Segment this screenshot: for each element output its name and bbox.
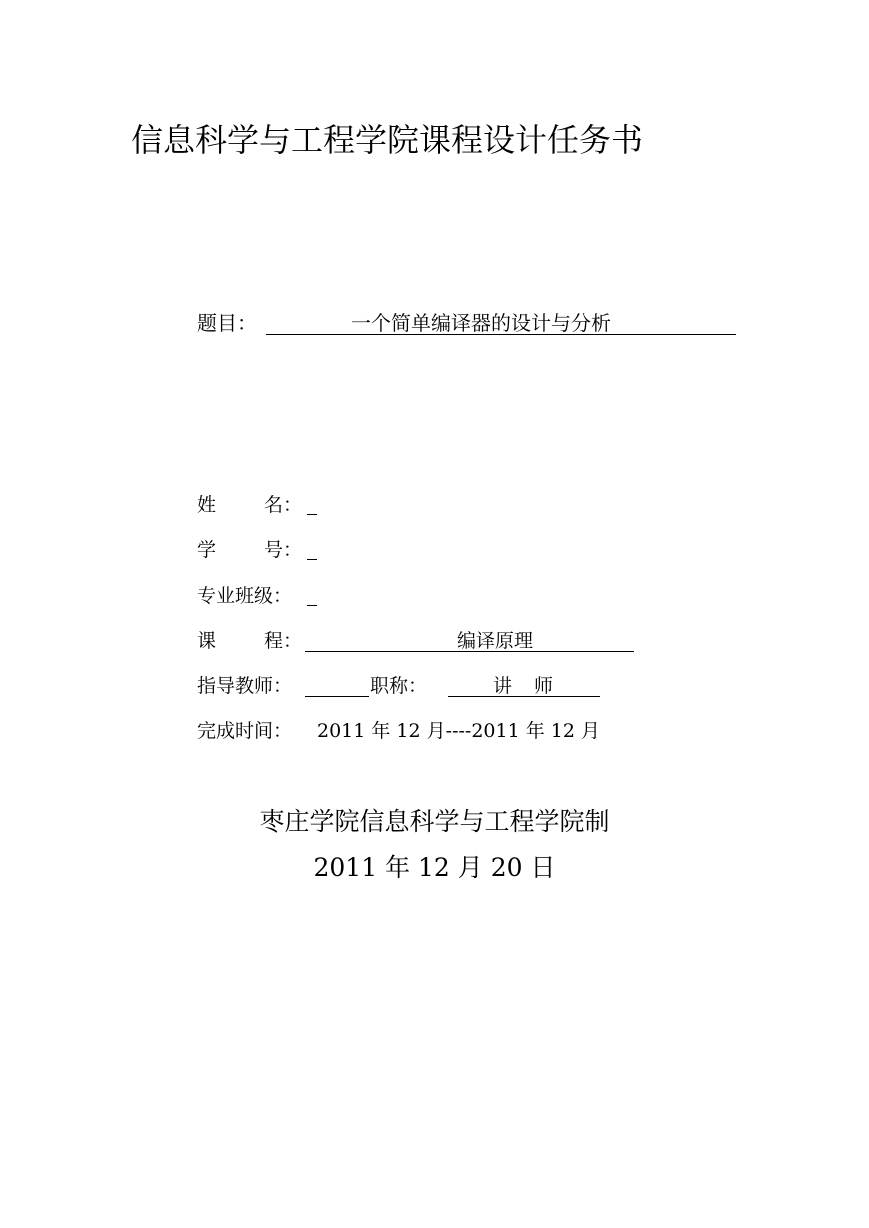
- name-label: [197, 492, 302, 518]
- institution-footer: 枣庄学院信息科学与工程学院制: [259, 807, 610, 836]
- topic-value: 一个简单编译器的设计与分析: [351, 311, 611, 335]
- student-id-label: [197, 537, 302, 563]
- major-class-label: 专业班级：: [197, 585, 293, 607]
- title-rank-label: 职称：: [370, 675, 428, 697]
- name-label-text: 姓 名：: [197, 494, 303, 516]
- student-id-blank: [307, 559, 317, 560]
- advisor-label: 指导教师：: [197, 675, 293, 697]
- name-blank: [307, 514, 317, 515]
- course-label-text: 课 程：: [197, 630, 303, 652]
- major-class-blank: [307, 605, 317, 606]
- course-label: [197, 628, 302, 654]
- issue-date: 2011 年 12 月 20 日: [313, 853, 556, 882]
- topic-label: 题目：: [197, 311, 257, 335]
- advisor-blank: [305, 696, 369, 697]
- period-value: 2011 年 12 月----2011 年 12 月: [317, 720, 600, 742]
- student-id-label-text: 学 号：: [197, 539, 303, 561]
- title-rank-value: 讲 师: [492, 675, 554, 697]
- period-label: 完成时间：: [197, 720, 293, 742]
- course-value: 编译原理: [456, 630, 533, 652]
- document-title: 信息科学与工程学院课程设计任务书: [131, 121, 644, 159]
